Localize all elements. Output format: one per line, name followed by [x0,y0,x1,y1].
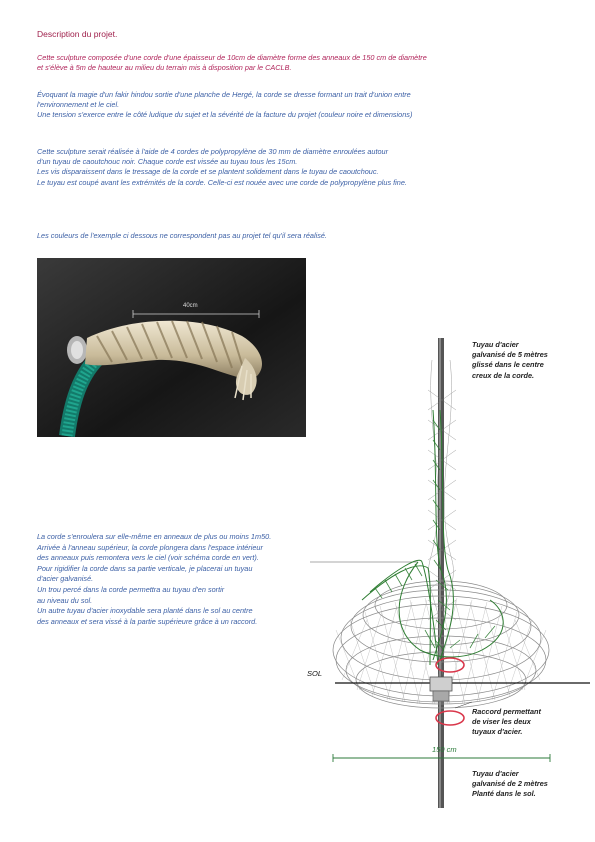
bottom-pole-annotation [472,769,548,800]
magic-line: Une tension s'exerce entre le côté ludique du sujet et la sévérité de la facture du projet (couleur noire et dimensions) [37,110,413,120]
ground-label: SOL [307,669,323,678]
rope-photo-drawing [37,258,306,437]
rope-sample-photo [37,258,306,437]
annotation-line: glissé dans le centre [472,360,544,370]
process-line: d'acier galvanisé. [37,574,94,584]
intro-paragraph [37,53,427,73]
process-line: Arrivée à l'anneau supérieur, la corde plongera dans l'espace intérieur [37,542,263,552]
annotation-line: Raccord permettant [472,707,541,716]
construction-line: Les vis disparaissent dans le tressage de la corde et se plantent solidement dans le tuyau de caoutchouc. [37,167,379,177]
process-paragraph [37,532,271,627]
diameter-label: 150 cm [432,745,457,754]
process-line: La corde s'enroulera sur elle-même en anneaux de plus ou moins 1m50. [37,532,272,541]
magic-line: l'environnement et le ciel. [37,100,120,110]
annotation-line: creux de la corde. [472,370,535,380]
colors-note: Les couleurs de l'exemple ci dessous ne correspondent pas au projet tel qu'il sera réalisé. [37,231,327,240]
process-line: Pour rigidifier la corde dans sa partie verticale, je placerai un tuyau [37,563,253,573]
annotation-line: de viser les deux [472,717,531,727]
intro-line: et s'élève à 5m de hauteur au milieu du terrain mis à disposition par le CACLB. [37,63,292,73]
annotation-line: galvanisé de 5 mètres [472,350,548,360]
process-line: des anneaux et sera vissé à la partie supérieure grâce à un raccord. [37,616,258,626]
annotation-line: Tuyau d'acier [472,769,519,778]
intro-line: Cette sculpture composée d'une corde d'une épaisseur de 10cm de diamètre forme des anneaux de 150 cm de diamètre [37,53,427,62]
annotation-line: tuyaux d'acier. [472,727,523,737]
construction-paragraph [37,147,407,188]
green-rope-path [362,410,503,665]
connector [430,677,452,691]
construction-line: Cette sculpture serait réalisée à l'aide de 4 cordes de polypropylène de 30 mm de diamètre enroulées autour [37,147,389,156]
connector-annotation [472,707,541,738]
process-line: Un autre tuyau d'acier inoxydable sera planté dans le sol au centre [37,606,253,616]
page-title: Description du projet. [37,29,118,39]
construction-line: d'un tuyau de caoutchouc noir. Chaque corde est vissée au tuyau tous les 15cm. [37,157,298,167]
process-line: des anneaux puis remontera vers le ciel (voir schéma corde en vert). [37,553,259,563]
photo-measure-label: 40cm [183,303,198,309]
process-line: Un trou percé dans la corde permettra au tuyau d'en sortir [37,584,225,594]
construction-line: Le tuyau est coupé avant les extrémités de la corde. Celle-ci est nouée avec une corde de polypropylène plus fine. [37,177,407,187]
annotation-line: Tuyau d'acier [472,340,519,349]
annotation-line: Planté dans le sol. [472,789,536,799]
magic-paragraph [37,90,412,121]
magic-line: Évoquant la magie d'un fakir hindou sortie d'une planche de Hergé, la corde se dresse formant un trait d'union entre [37,90,411,99]
top-pole-annotation [472,340,548,381]
process-line: au niveau du sol. [37,595,93,605]
annotation-line: galvanisé de 2 mètres [472,779,548,789]
